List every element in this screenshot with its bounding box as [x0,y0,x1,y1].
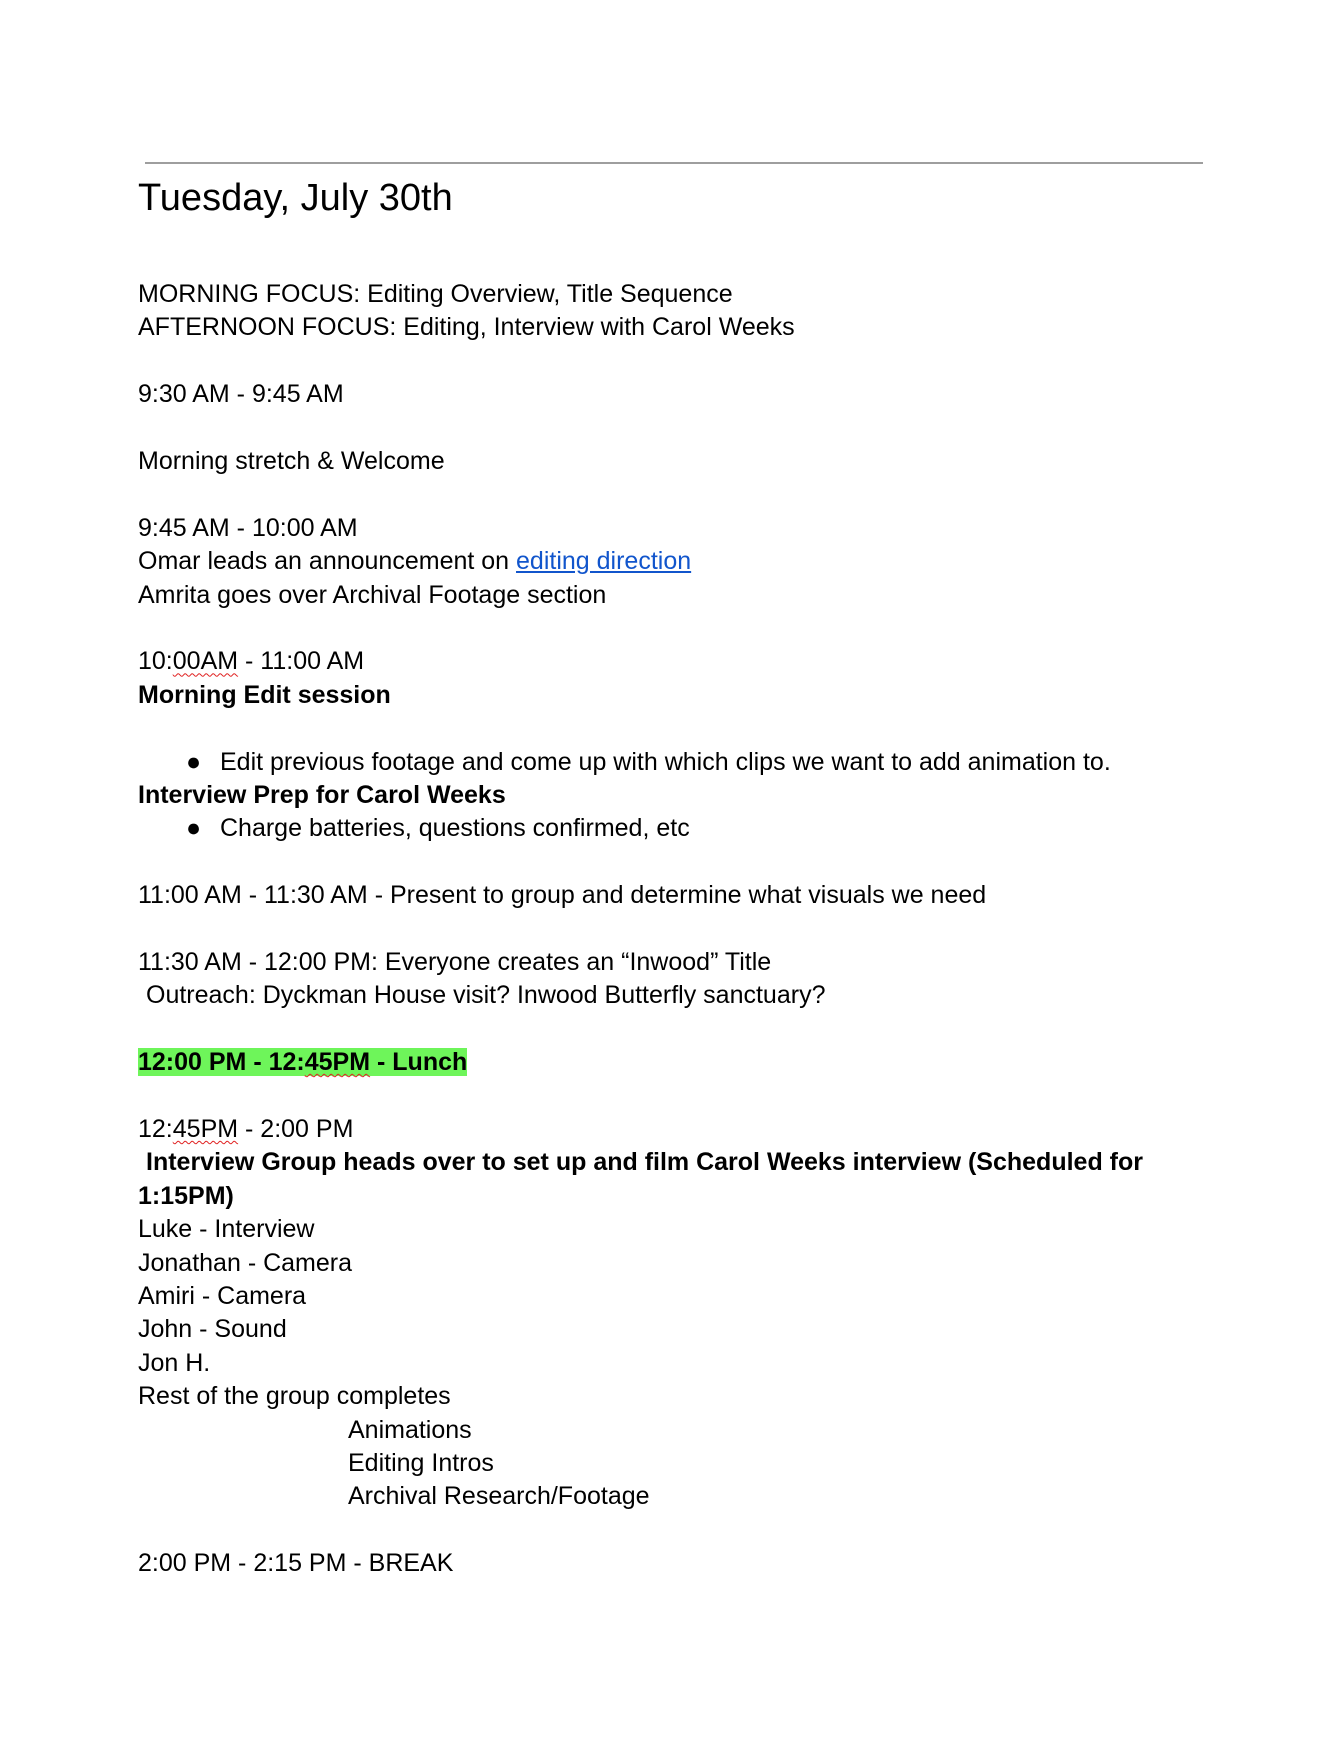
spacer [138,478,1238,511]
time-slot-930: 9:30 AM - 9:45 AM [138,380,344,409]
spacer [138,1013,1238,1046]
outreach-line: Outreach: Dyckman House visit? Inwood Butterfly sanctuary? [146,981,826,1010]
crew-item: Jonathan - Camera [138,1248,353,1277]
time-part: 10: [138,647,173,676]
horizontal-rule [145,162,1203,164]
spacer [138,712,1238,745]
task-item: Archival Research/Footage [348,1482,650,1511]
spacer [138,1080,1238,1113]
archival-line: Amrita goes over Archival Footage section [138,580,607,609]
time-slot-1130: 11:30 AM - 12:00 PM: Everyone creates an “Inwood” Title [138,948,772,977]
afternoon-focus: AFTERNOON FOCUS: Editing, Interview with Carol Weeks [138,313,795,342]
spellcheck-word[interactable]: 45PM [304,1048,371,1077]
crew-item: Jon H. [138,1348,211,1377]
activity-stretch: Morning stretch & Welcome [138,447,445,475]
spacer [138,846,1238,879]
morning-focus: MORNING FOCUS: Editing Overview, Title Sequence [138,280,733,308]
task-item: Animations [348,1415,472,1444]
task-item: Editing Intros [348,1449,494,1478]
bullet-icon: ● [186,747,202,776]
crew-item: John - Sound [138,1315,287,1344]
spellcheck-word[interactable]: 00AM [172,647,239,676]
editing-direction-link[interactable]: editing direction [516,547,692,576]
interview-group-heading: Interview Group heads over to set up and film Carol Weeks interview (Scheduled for [146,1148,1143,1177]
time-part: 12: [138,1115,173,1144]
spacer [138,1514,1238,1547]
list-item-text: Edit previous footage and come up with which clips we want to add animation to. [220,747,1111,776]
lunch-part: 12:00 PM - 12: [138,1048,305,1077]
lunch-line [138,1046,1238,1079]
lunch-highlight [138,1048,467,1076]
time-slot-1000 [138,645,1238,678]
spacer [138,412,1238,445]
lunch-part: - Lunch [370,1048,468,1077]
bullet-icon: ● [186,814,202,843]
rest-of-group: Rest of the group completes [138,1382,451,1411]
spacer [138,913,1238,946]
time-slot-1100: 11:00 AM - 11:30 AM - Present to group and determine what visuals we need [138,881,987,910]
time-slot-945: 9:45 AM - 10:00 AM [138,513,358,542]
spacer [138,345,1238,378]
spellcheck-word[interactable]: 45PM [172,1115,239,1144]
page-title: Tuesday, July 30th [138,177,453,219]
interview-group-heading-cont: 1:15PM) [138,1181,234,1210]
crew-item: Amiri - Camera [138,1282,307,1311]
time-part: - 11:00 AM [238,647,365,676]
interview-prep-heading: Interview Prep for Carol Weeks [138,781,506,810]
announcement-line [138,545,1238,578]
time-part: - 2:00 PM [238,1115,354,1144]
list-item-text: Charge batteries, questions confirmed, etc [220,814,690,843]
list-item [138,812,1238,845]
morning-edit-heading: Morning Edit session [138,680,391,709]
list-item [138,746,1238,779]
announcement-text: Omar leads an announcement on [138,547,517,576]
time-slot-1245 [138,1113,1238,1146]
document-body [138,278,1238,1581]
time-slot-200: 2:00 PM - 2:15 PM - BREAK [138,1549,454,1578]
spacer [138,612,1238,645]
crew-item: Luke - Interview [138,1215,315,1244]
